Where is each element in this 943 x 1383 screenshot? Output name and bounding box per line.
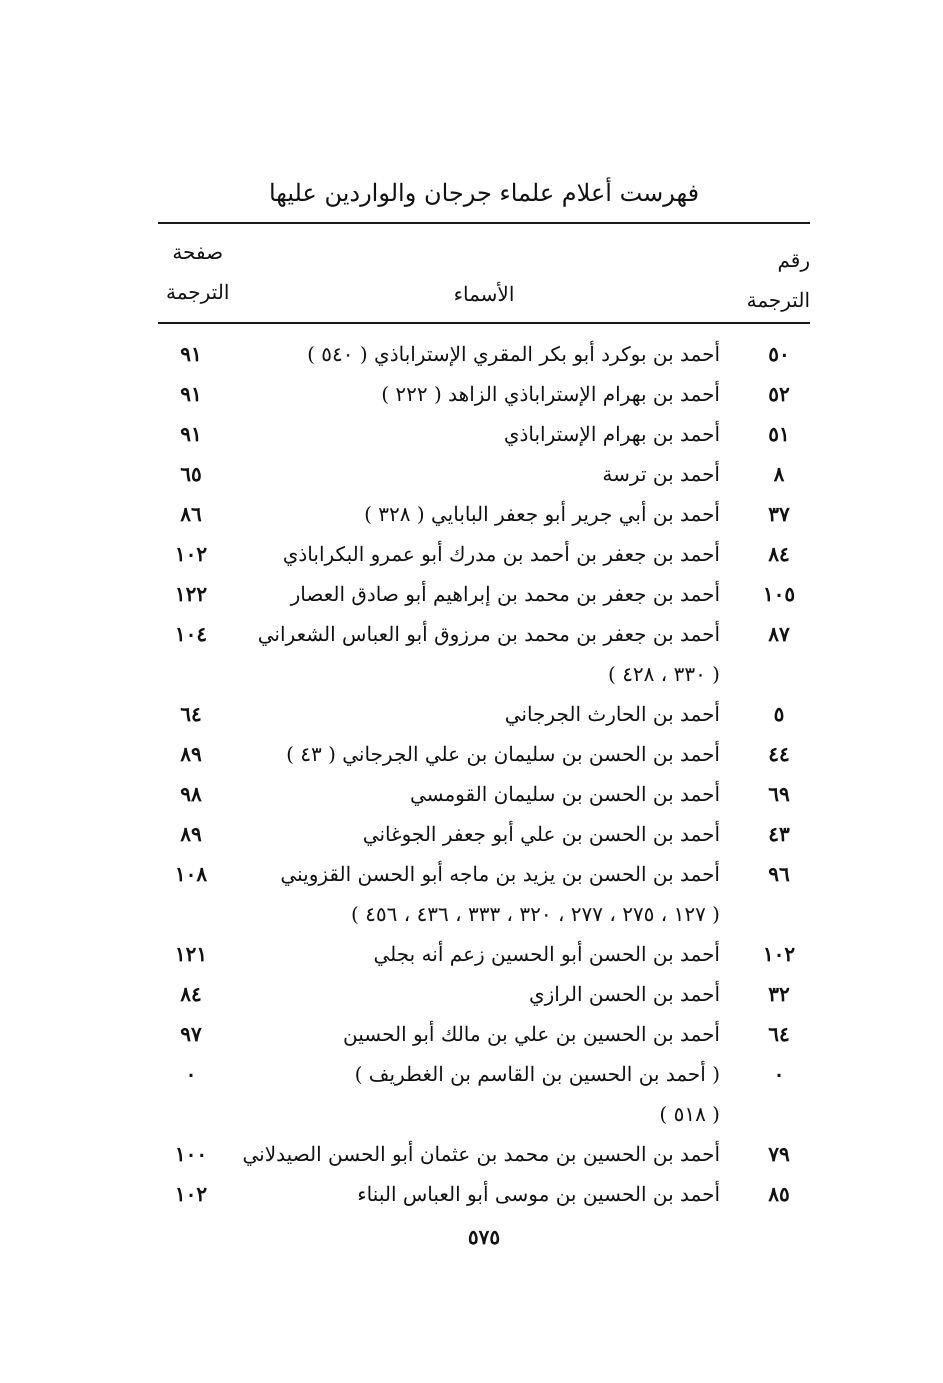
- entry-name: أحمد بن الحسن أبو الحسين زعم أنه بجلي: [373, 942, 720, 966]
- list-item: [158, 1174, 810, 1214]
- table-header: [158, 226, 810, 318]
- entry-name: أحمد بن جعفر بن أحمد بن مدرك أبو عمرو البكراباذي: [282, 542, 720, 566]
- entry-number: ٤٤: [768, 742, 790, 766]
- entry-number-header-line-1: رقم: [777, 248, 810, 272]
- entry-page: ٩٧: [180, 1022, 202, 1046]
- entry-page: ١٢٢: [174, 582, 208, 606]
- entry-name: أحمد بن بهرام الإستراباذي: [503, 422, 720, 446]
- index-list: [158, 334, 810, 1214]
- entry-number: [748, 894, 810, 934]
- list-item: [158, 814, 810, 854]
- entry-name: أحمد بن الحارث الجرجاني: [504, 702, 720, 726]
- entry-name: أحمد بن الحسن بن سليمان القومسي: [409, 782, 720, 806]
- entry-page: ٦٤: [180, 702, 202, 726]
- entry-page: ٨٤: [180, 982, 202, 1006]
- entry-page-header-line-2: الترجمة: [166, 280, 230, 304]
- list-item-continuation: [158, 894, 810, 934]
- entry-name: أحمد بن بوكرد أبو بكر المقري الإستراباذي ( ٥٤٠ ): [307, 342, 720, 366]
- entry-page: ١٠٢: [174, 1182, 208, 1206]
- list-item: [158, 1014, 810, 1054]
- entry-number: ٨٧: [768, 622, 790, 646]
- entry-page: ٩١: [180, 342, 202, 366]
- entry-name: أحمد بن الحسين بن موسى أبو العباس البناء: [357, 1182, 720, 1206]
- entry-name: أحمد بن الحسين بن محمد بن عثمان أبو الحسن الصيدلاني: [242, 1142, 720, 1166]
- list-item: [158, 854, 810, 894]
- entry-number: ٣٧: [768, 502, 790, 526]
- page-title: فهرست أعلام علماء جرجان والواردين عليها: [268, 179, 700, 207]
- entry-page: ٦٥: [180, 462, 202, 486]
- entry-number: ٥١: [768, 422, 790, 446]
- entry-page: ١٠٢: [174, 542, 208, 566]
- entry-number: ٠: [773, 1062, 785, 1086]
- list-item: [158, 454, 810, 494]
- list-item: [158, 494, 810, 534]
- entry-name: أحمد بن الحسن بن سليمان بن علي الجرجاني ( ٤٣ ): [286, 742, 720, 766]
- entry-page: ٠: [185, 1062, 197, 1086]
- entry-number: ٨: [773, 462, 785, 486]
- entry-page: ٩١: [180, 382, 202, 406]
- list-item: [158, 574, 810, 614]
- entry-page: ٩٨: [180, 782, 202, 806]
- entry-number: ١٠٢: [762, 942, 796, 966]
- list-item: [158, 1054, 810, 1094]
- entry-page: ١٠٠: [174, 1142, 208, 1166]
- entry-page: ٩١: [180, 422, 202, 446]
- entry-page: ٨٦: [180, 502, 202, 526]
- entry-page: ١٠٤: [174, 622, 208, 646]
- names-header: الأسماء: [453, 282, 515, 306]
- entry-name: أحمد بن بهرام الإستراباذي الزاهد ( ٢٢٢ ): [381, 382, 720, 406]
- entry-page: ٨٩: [180, 822, 202, 846]
- entry-name: ( ٣٣٠ ، ٤٢٨ ): [608, 662, 720, 686]
- entry-number: [748, 1094, 810, 1134]
- entry-number: ٧٩: [768, 1142, 790, 1166]
- entry-number: ٨٥: [768, 1182, 790, 1206]
- entry-number: ٣٢: [768, 982, 790, 1006]
- entry-number: ٥٢: [768, 382, 790, 406]
- list-item: [158, 934, 810, 974]
- list-item: [158, 334, 810, 374]
- entry-page: ١٢١: [174, 942, 208, 966]
- header-bottom-rule: [158, 322, 810, 324]
- entry-page: ٨٩: [180, 742, 202, 766]
- entry-name: ( ١٢٧ ، ٢٧٥ ، ٢٧٧ ، ٣٢٠ ، ٣٣٣ ، ٤٣٦ ، ٤٥٦ ): [350, 902, 720, 926]
- list-item: [158, 774, 810, 814]
- list-item: [158, 414, 810, 454]
- entry-page: ١٠٨: [174, 862, 208, 886]
- list-item-continuation: [158, 654, 810, 694]
- entry-number: ١٠٥: [762, 582, 796, 606]
- entry-number: ٦٩: [768, 782, 790, 806]
- entry-name: أحمد بن الحسين بن علي بن مالك أبو الحسين: [343, 1022, 720, 1046]
- entry-name: أحمد بن الحسن الرازي: [528, 982, 720, 1006]
- entry-number: ٥٠: [768, 342, 790, 366]
- entry-name: أحمد بن جعفر بن محمد بن مرزوق أبو العباس الشعراني: [257, 622, 720, 646]
- entry-name: أحمد بن الحسن بن علي أبو جعفر الجوغاني: [362, 822, 720, 846]
- list-item: [158, 734, 810, 774]
- page-number: ٥٧٥: [467, 1225, 501, 1249]
- list-item: [158, 534, 810, 574]
- entry-page: [160, 654, 222, 694]
- entry-number: [748, 654, 810, 694]
- entry-page: [160, 1094, 222, 1134]
- list-item-continuation: [158, 1094, 810, 1134]
- entry-name: أحمد بن أبي جرير أبو جعفر البابايي ( ٣٢٨ ): [364, 502, 720, 526]
- entry-page-header: [166, 232, 229, 312]
- entry-name: ( أحمد بن الحسين بن القاسم بن الغطريف ): [354, 1062, 720, 1086]
- entry-number-header-line-2: الترجمة: [746, 288, 810, 312]
- entry-number: ٥: [773, 702, 785, 726]
- entry-name: أحمد بن ترسة: [602, 462, 720, 486]
- entry-name: أحمد بن الحسن بن يزيد بن ماجه أبو الحسن القزويني: [280, 862, 720, 886]
- entry-name: ( ٥١٨ ): [659, 1102, 720, 1126]
- list-item: [158, 614, 810, 654]
- entry-number: ٦٤: [768, 1022, 790, 1046]
- list-item: [158, 974, 810, 1014]
- list-item: [158, 374, 810, 414]
- entry-number: ٩٦: [768, 862, 790, 886]
- entry-number: ٤٣: [768, 822, 790, 846]
- entry-page-header-line-1: صفحة: [172, 240, 224, 264]
- header-top-rule: [158, 222, 810, 224]
- entry-page: [160, 894, 222, 934]
- entry-name: أحمد بن جعفر بن محمد بن إبراهيم أبو صادق العصار: [290, 582, 720, 606]
- entry-number: ٨٤: [768, 542, 790, 566]
- list-item: [158, 1134, 810, 1174]
- list-item: [158, 694, 810, 734]
